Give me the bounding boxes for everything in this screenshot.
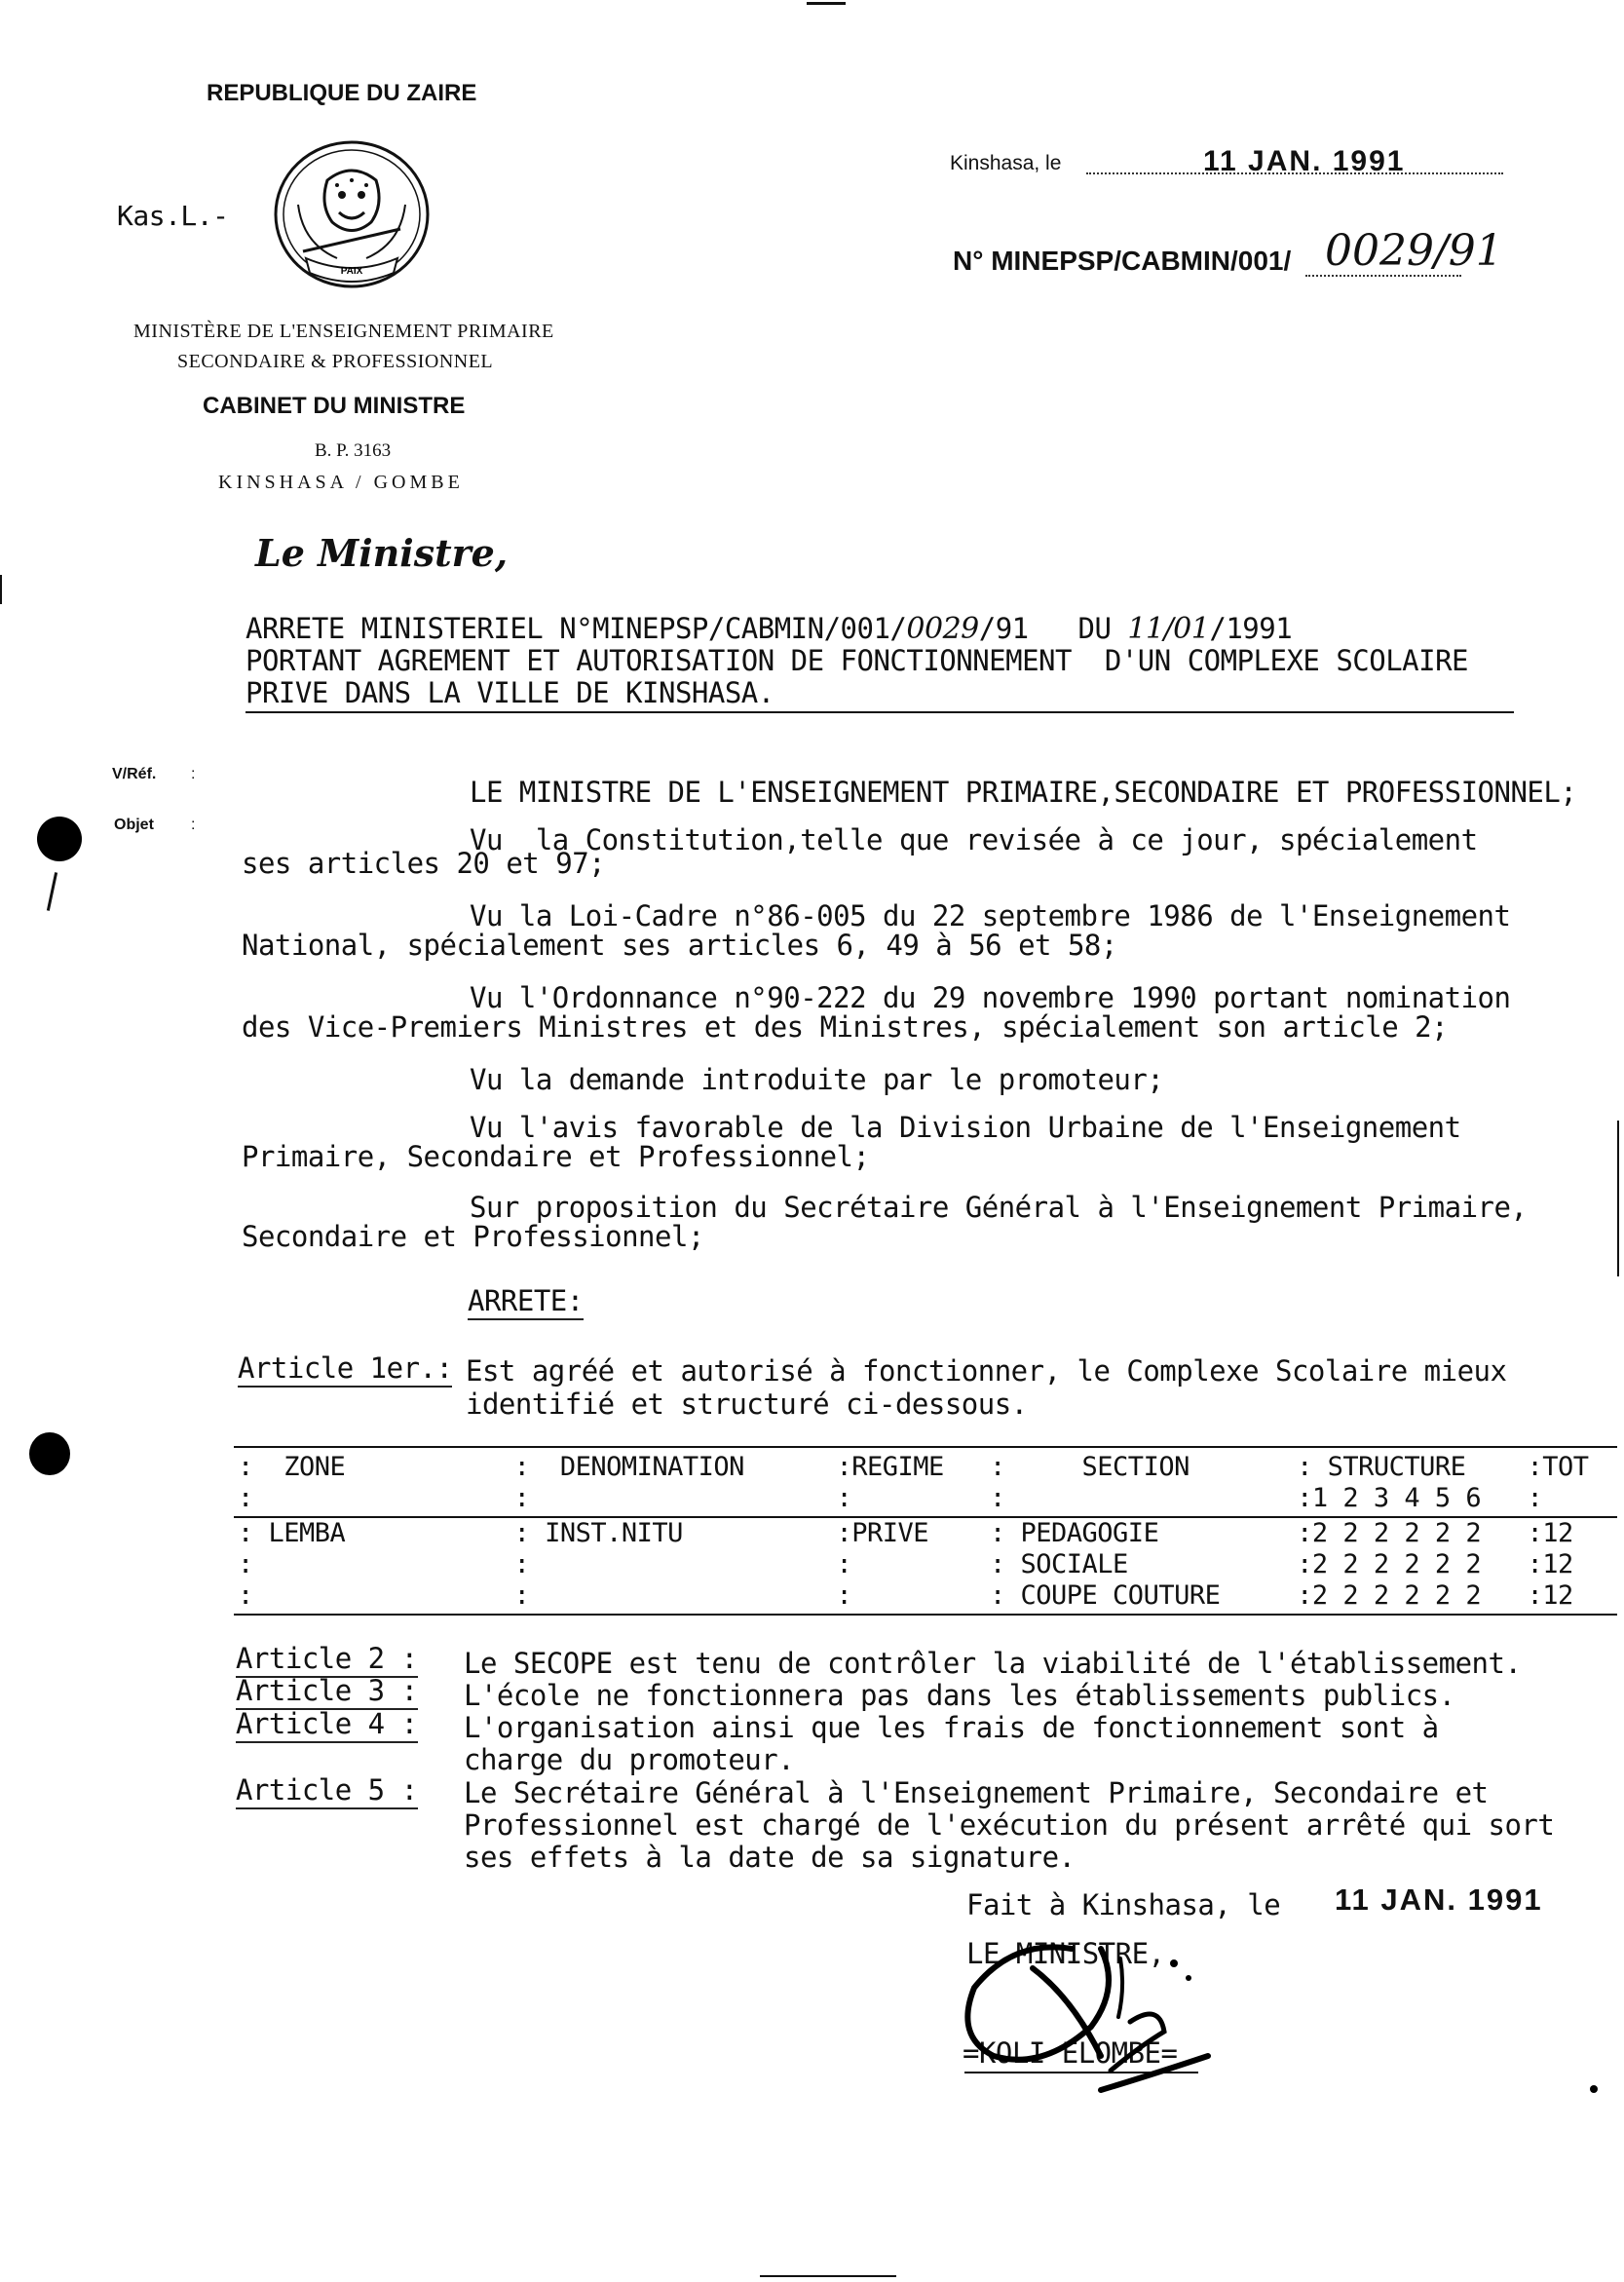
fait-a-kinshasa: Fait à Kinshasa, le	[966, 1888, 1281, 1921]
vu-avis-a: Vu l'avis favorable de la Division Urbaine de l'Enseignement	[470, 1111, 1461, 1144]
decree-handwritten-number: 0029	[906, 612, 979, 646]
objet-colon: :	[191, 817, 196, 833]
vref-colon: :	[191, 766, 196, 782]
arrete-heading: ARRETE:	[468, 1284, 584, 1320]
ministry-line2: SECONDAIRE & PROFESSIONNEL	[177, 351, 494, 372]
le-ministre-heading: Le Ministre,	[255, 531, 509, 575]
post-box: B. P. 3163	[315, 440, 392, 461]
article-3-text: L'école ne fonctionnera pas dans les établissements publics.	[464, 1679, 1455, 1712]
closing-le-ministre: LE MINISTRE,	[966, 1937, 1165, 1970]
stray-mark-right	[1590, 2085, 1598, 2093]
decree-handwritten-date: 11/01	[1127, 612, 1210, 646]
vref-label: V/Réf.	[112, 766, 157, 782]
decree-title-line3: PRIVE DANS LA VILLE DE KINSHASA.	[245, 676, 774, 709]
signature-scribble-icon	[955, 1910, 1247, 2105]
objet-label: Objet	[114, 817, 154, 833]
table-row: : LEMBA : INST.NITU :PRIVE : PEDAGOGIE :2 2 2 2 2 2 :12	[238, 1518, 1573, 1548]
reference-number-prefix: N° MINEPSP/CABMIN/001/	[953, 246, 1292, 276]
article-5-label: Article 5 :	[236, 1773, 418, 1809]
vu-ordonnance-b: des Vice-Premiers Ministres et des Ministres, spécialement son article 2;	[242, 1010, 1449, 1044]
decree-title-part2: /91 DU	[978, 612, 1128, 645]
coat-of-arms-seal	[269, 136, 434, 292]
article-4-label: Article 4 :	[236, 1707, 418, 1743]
seal-emblem-icon	[269, 136, 434, 292]
bottom-rule	[760, 2275, 896, 2277]
decree-title-part3: /1991	[1209, 612, 1293, 645]
table-row: : : : : COUPE COUTURE :2 2 2 2 2 2 :12	[238, 1580, 1573, 1611]
article-5-text-a: Le Secrétaire Général à l'Enseignement Primaire, Secondaire et	[464, 1776, 1489, 1809]
article-5-text-c: ses effets à la date de sa signature.	[464, 1841, 1076, 1874]
handwritten-signature	[955, 1910, 1247, 2105]
article-2-text: Le SECOPE est tenu de contrôler la viabilité de l'établissement.	[464, 1647, 1522, 1680]
vu-demande: Vu la demande introduite par le promoteur;	[470, 1063, 1164, 1096]
article-4-text-b: charge du promoteur.	[464, 1743, 795, 1776]
vu-loi-cadre-a: Vu la Loi-Cadre n°86-005 du 22 septembre 1986 de l'Enseignement	[470, 899, 1511, 932]
article-1-text-a: Est agréé et autorisé à fonctionner, le Complexe Scolaire mieux	[466, 1354, 1507, 1388]
table-top-rule	[234, 1446, 1617, 1448]
article-1-text-b: identifié et structuré ci-dessous.	[466, 1388, 1028, 1421]
vu-ordonnance-a: Vu l'Ordonnance n°90-222 du 29 novembre 1990 portant nomination	[470, 981, 1511, 1014]
punch-hole-bottom	[29, 1432, 70, 1475]
reference-number-handwritten: 0029/91	[1325, 226, 1503, 276]
ref-code: Kas.L.-	[117, 200, 229, 232]
signatory-name: =KOLI ELOMBE=	[963, 2036, 1178, 2070]
article-4-text-a: L'organisation ainsi que les frais de fonctionnement sont à	[464, 1711, 1439, 1744]
ministry-line1: MINISTÈRE DE L'ENSEIGNEMENT PRIMAIRE	[133, 321, 554, 342]
city-line: KINSHASA / GOMBE	[218, 472, 464, 493]
right-edge-mark	[1617, 1121, 1619, 1276]
article-5-text-b: Professionnel est chargé de l'exécution du présent arrêté qui sort	[464, 1808, 1555, 1842]
table-row: : : : : SOCIALE :2 2 2 2 2 2 :12	[238, 1549, 1573, 1579]
article-3-label: Article 3 :	[236, 1674, 418, 1710]
date-prefix: Kinshasa, le	[950, 152, 1062, 174]
decree-title-part1: ARRETE MINISTERIEL N°MINEPSP/CABMIN/001/	[245, 612, 907, 645]
table-header-row-1: : ZONE : DENOMINATION :REGIME : SECTION : STRUCTURE :TOT	[238, 1452, 1589, 1482]
table-header-row-2: : : : : :1 2 3 4 5 6 :	[238, 1483, 1543, 1513]
vu-avis-b: Primaire, Secondaire et Professionnel;	[242, 1140, 870, 1173]
article-2-label: Article 2 :	[236, 1642, 418, 1678]
table-bottom-rule	[234, 1614, 1617, 1616]
decree-title-line1	[245, 612, 1292, 646]
top-scan-mark	[807, 2, 846, 5]
preamble-heading: LE MINISTRE DE L'ENSEIGNEMENT PRIMAIRE,SECONDAIRE ET PROFESSIONNEL;	[470, 776, 1577, 809]
title-underline	[245, 711, 1514, 713]
pen-mark	[47, 872, 57, 911]
sur-proposition-b: Secondaire et Professionnel;	[242, 1220, 704, 1253]
article-1-label: Article 1er.:	[238, 1351, 452, 1388]
seal-motto: PAIX	[340, 266, 363, 277]
sur-proposition-a: Sur proposition du Secrétaire Général à l'Enseignement Primaire,	[470, 1191, 1528, 1224]
vu-constitution-a: Vu la Constitution,telle que revisée à ce jour, spécialement	[470, 823, 1478, 856]
left-edge-mark	[0, 575, 2, 604]
punch-hole-top	[37, 817, 82, 861]
closing-date-stamp: 11 JAN. 1991	[1335, 1883, 1543, 1917]
decree-title-line2: PORTANT AGREMENT ET AUTORISATION DE FONCTIONNEMENT D'UN COMPLEXE SCOLAIRE	[245, 644, 1469, 677]
vu-loi-cadre-b: National, spécialement ses articles 6, 49 à 56 et 58;	[242, 929, 1117, 962]
republic-heading: REPUBLIQUE DU ZAIRE	[207, 80, 477, 106]
vu-constitution-b: ses articles 20 et 97;	[242, 847, 606, 880]
date-stamp: 11 JAN. 1991	[1203, 145, 1406, 177]
cabinet-heading: CABINET DU MINISTRE	[203, 393, 466, 419]
